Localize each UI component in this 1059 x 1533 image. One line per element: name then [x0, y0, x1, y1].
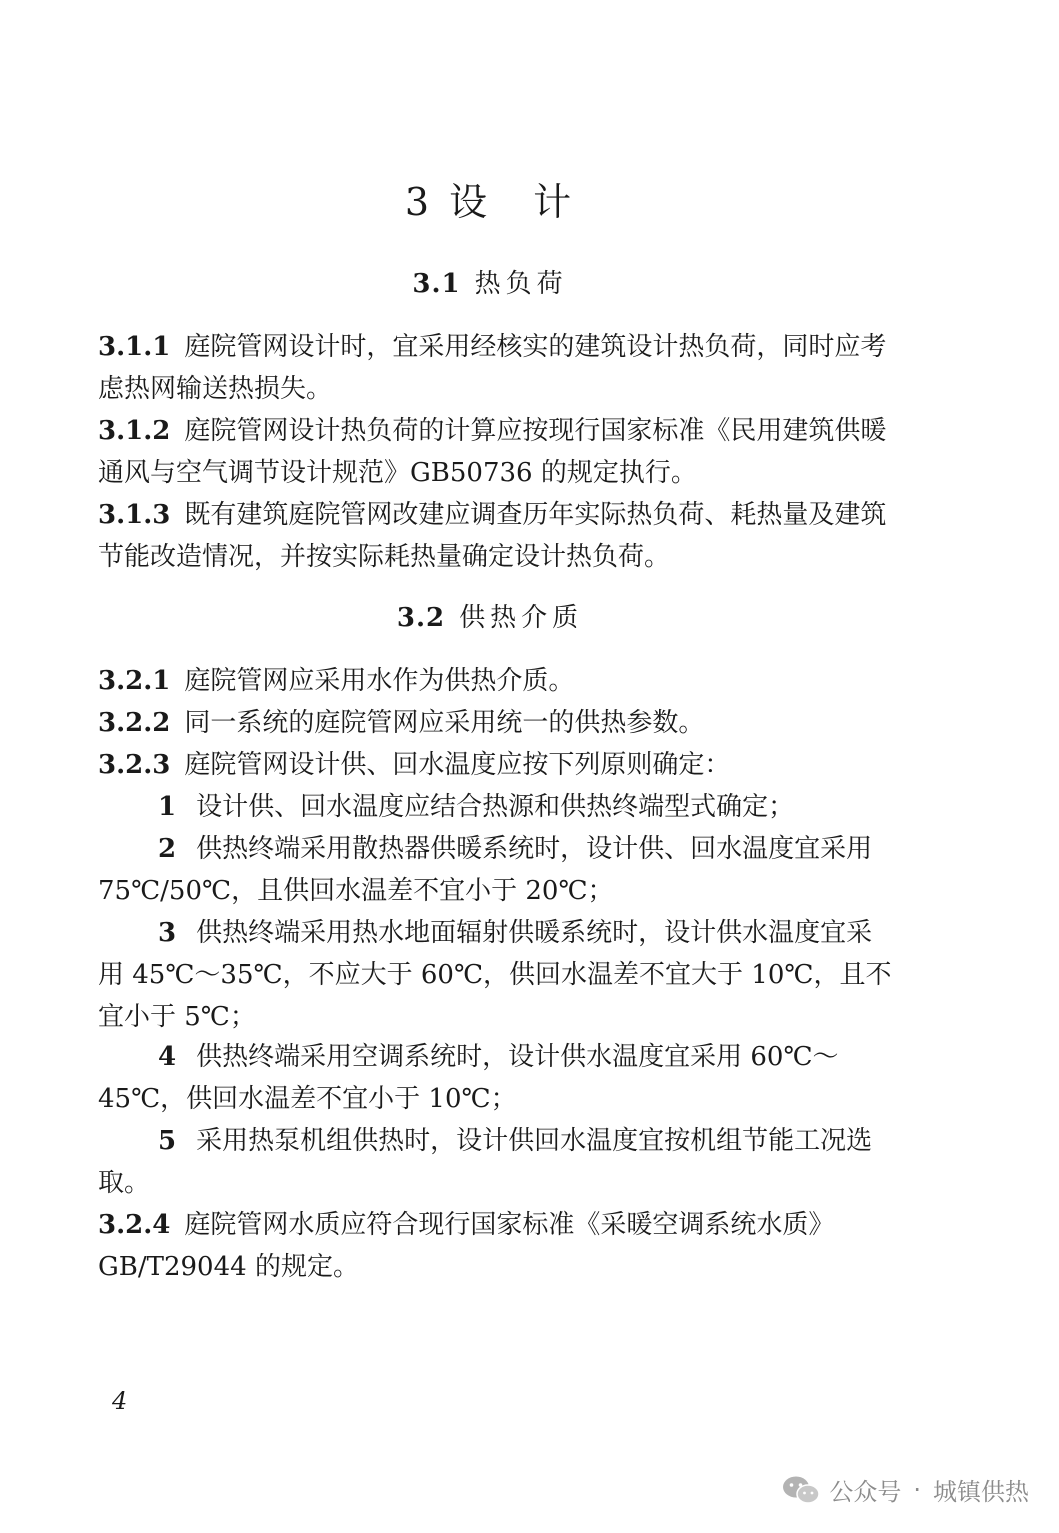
clause-3-1-2: [98, 410, 898, 494]
clause-3-1-1: [98, 326, 898, 410]
clause-number: 3.2.2: [98, 708, 171, 738]
clause-text: 庭院管网设计供、回水温度应按下列原则确定：: [184, 750, 731, 780]
clause-text: 庭院管网应采用水作为供热介质。: [184, 666, 575, 696]
item-number: 3: [158, 918, 177, 948]
clause-3-2-3: [98, 744, 898, 786]
page-number: 4: [112, 1387, 128, 1415]
section-heading: 供热介质: [459, 603, 584, 633]
clause-number: 3.2.4: [98, 1210, 171, 1240]
clause-number: 3.1.3: [98, 500, 171, 530]
clause-text: 庭院管网设计热负荷的计算应按现行国家标准《民用建筑供暖通风与空气调节设计规范》GB50736 的规定执行。: [98, 416, 887, 488]
clause-number: 3.1.1: [98, 332, 171, 362]
section-number: 3.2: [396, 603, 446, 633]
clause-number: 3.2.1: [98, 666, 171, 696]
watermark: [781, 1472, 1029, 1507]
section-title-3-2: [0, 600, 980, 636]
watermark-separator: ·: [913, 1475, 921, 1504]
section-heading: 热负荷: [474, 269, 568, 299]
clause-3-2-1: [98, 660, 898, 702]
chapter-title: 3 设 计: [404, 180, 576, 224]
clause-text: 庭院管网水质应符合现行国家标准《采暖空调系统水质》GB/T29044 的规定。: [98, 1210, 835, 1282]
clause-3-2-2: [98, 702, 898, 744]
item-text: 设计供、回水温度应结合热源和供热终端型式确定；: [196, 792, 795, 822]
item-number: 1: [158, 792, 177, 822]
item-text: 采用热泵机组供热时，设计供回水温度宜按机组节能工况选取。: [98, 1126, 873, 1198]
clause-number: 3.1.2: [98, 416, 171, 446]
list-item-4: [98, 1036, 898, 1120]
clause-text: 庭院管网设计时，宜采用经核实的建筑设计热负荷，同时应考虑热网输送热损失。: [98, 332, 887, 404]
item-number: 2: [158, 834, 177, 864]
item-number: 4: [158, 1042, 177, 1072]
item-text: 供热终端采用热水地面辐射供暖系统时，设计供水温度宜采用 45℃～35℃，不应大于 60℃，供回水温差不宜大于 10℃，且不宜小于 5℃；: [98, 918, 892, 1032]
clause-text: 同一系统的庭院管网应采用统一的供热参数。: [184, 708, 705, 738]
list-item-2: [98, 828, 898, 912]
section-number: 3.1: [412, 269, 461, 299]
clause-number: 3.2.3: [98, 750, 171, 780]
clause-3-1-3: [98, 494, 898, 578]
list-item-3: [98, 912, 898, 1038]
list-item-1: [98, 786, 898, 828]
wechat-icon: [781, 1474, 821, 1506]
watermark-account: 城镇供热: [933, 1478, 1029, 1506]
section-title-3-1: [0, 266, 980, 302]
item-text: 供热终端采用散热器供暖系统时，设计供、回水温度宜采用 75℃/50℃，且供回水温差不宜小于 20℃；: [98, 834, 873, 906]
item-number: 5: [158, 1126, 177, 1156]
watermark-platform: 公众号: [829, 1478, 902, 1506]
item-text: 供热终端采用空调系统时，设计供水温度宜采用 60℃～45℃，供回水温差不宜小于 10℃；: [98, 1042, 839, 1114]
list-item-5: [98, 1120, 898, 1204]
clause-3-2-4: [98, 1204, 898, 1288]
clause-text: 既有建筑庭院管网改建应调查历年实际热负荷、耗热量及建筑节能改造情况，并按实际耗热量确定设计热负荷。: [98, 500, 887, 572]
